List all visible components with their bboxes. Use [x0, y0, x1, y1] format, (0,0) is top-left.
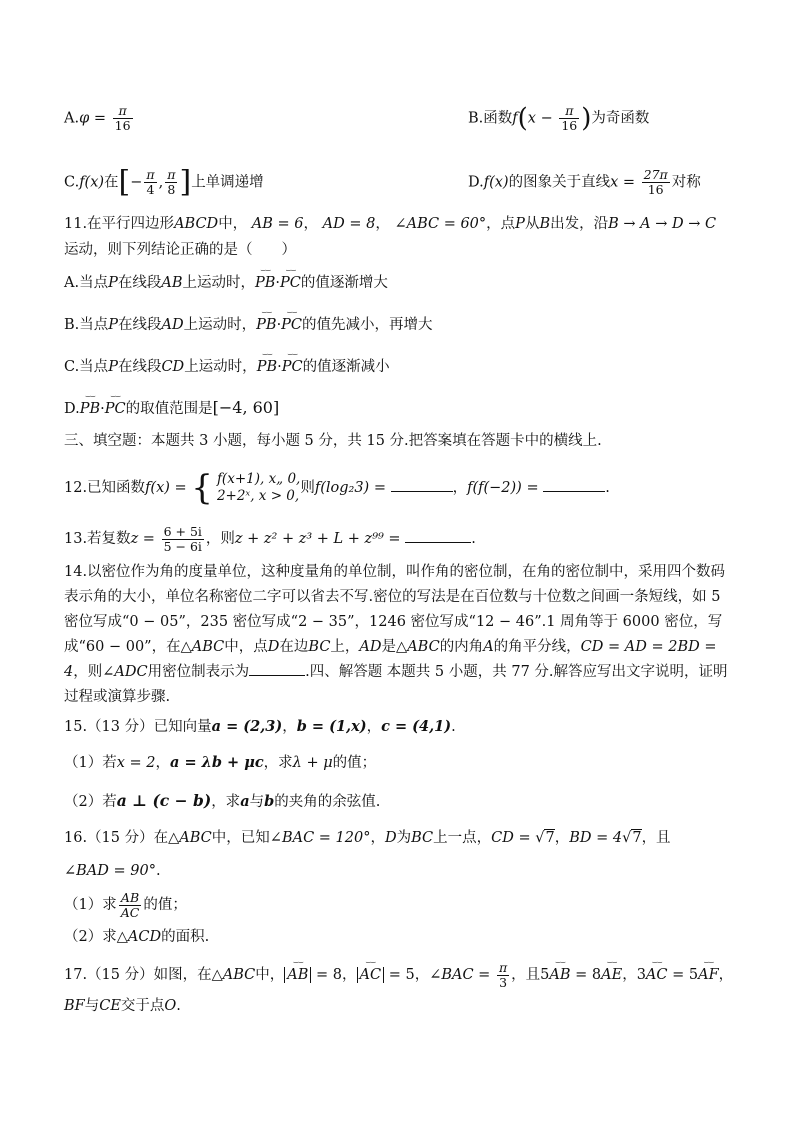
math-var: D — [267, 639, 280, 655]
math-var: CD — [161, 359, 185, 375]
q16-stem-line1: 16.（15 分）在△ABC中，已知∠BAC = 120°，D为BC上一点，CD = √7，BD = 4√7，且 — [64, 830, 671, 846]
piecewise — [213, 471, 300, 505]
fraction — [642, 168, 670, 197]
question-text: 中，点 — [224, 639, 268, 655]
question-text: 交于点 — [120, 998, 165, 1014]
q11-option-d — [64, 397, 279, 420]
vector-af: ⌣⌣ AF — [698, 960, 719, 990]
math-var: P — [108, 317, 119, 333]
q17-stem-line1 — [64, 960, 733, 990]
math-expr: f(x) = — [145, 480, 192, 496]
math-expr: CD = AD = 2BD = 4 — [64, 639, 717, 680]
math-expr: BAC = 120° — [281, 830, 371, 846]
fraction-num: π — [498, 959, 508, 975]
vector-pb: ⌣⌣ PB — [80, 398, 100, 420]
option-text: 为奇函数 — [591, 110, 650, 127]
paren: ) — [581, 103, 592, 134]
dot-operator: · — [275, 275, 281, 291]
math-expr: z = — [130, 531, 160, 547]
math-var: AB — [161, 275, 183, 291]
answer-blank[interactable] — [543, 477, 605, 492]
answer-blank[interactable] — [391, 477, 453, 492]
question-text: 15.（13 分）已知向量 — [64, 719, 212, 735]
option-text: 在线段 — [117, 359, 162, 375]
math-var: D — [384, 830, 397, 846]
abs-value — [357, 967, 385, 983]
q10-option-d — [468, 168, 701, 197]
fraction-num: 27π — [643, 167, 668, 182]
math-var: ABC — [179, 830, 212, 846]
option-label: D. — [64, 401, 80, 417]
vector-ab: ⌣⌣ AB — [287, 960, 308, 990]
option-text: 在 — [104, 174, 119, 191]
option-label: A. — [64, 110, 80, 127]
section-3-heading — [64, 430, 602, 452]
period: . — [471, 531, 476, 547]
fraction-num: AB — [120, 889, 140, 905]
option-label: D. — [468, 174, 484, 191]
fraction — [144, 168, 156, 197]
vector-pb: ⌣⌣ PB — [257, 356, 277, 378]
q16-part2 — [64, 926, 209, 948]
math-var: BF — [64, 998, 85, 1014]
phi-symbol: φ — [79, 110, 90, 127]
comma: ， — [366, 719, 382, 735]
fraction-den: 16 — [114, 118, 131, 133]
answer-blank[interactable] — [249, 661, 305, 676]
vector-ab: ⌣⌣ AB — [549, 960, 570, 990]
question-text: 16.（15 分）在△ — [64, 830, 180, 846]
vector-ac: ⌣⌣ AC — [646, 960, 668, 990]
question-text: ，且 — [511, 967, 541, 983]
question-text: 用密位制表示为 — [147, 664, 250, 680]
math-expr: x = 2 — [116, 755, 156, 771]
question-text: 的值； — [143, 897, 187, 913]
option-text: 上运动时， — [184, 359, 257, 375]
question-text: 运动，则下列结论正确的是（ ） — [64, 242, 296, 258]
question-text: 从 — [524, 216, 540, 232]
fraction-den: 16 — [561, 118, 578, 133]
question-text: 与 — [249, 794, 265, 810]
math-var: AD — [161, 317, 184, 333]
math-var: ABCD — [174, 216, 219, 232]
fraction — [165, 168, 177, 197]
question-text: 为 — [396, 830, 412, 846]
func-f: f — [512, 110, 518, 127]
dot-operator: · — [100, 401, 105, 417]
minus-sign: − — [535, 110, 558, 127]
q11-stem-line2 — [64, 239, 296, 261]
q17-stem-line2 — [64, 995, 181, 1017]
question-text: 的角平分线， — [493, 639, 581, 655]
question-text: ，则∠ — [73, 664, 115, 680]
option-label: C.当点 — [64, 359, 109, 375]
period: . — [155, 863, 161, 879]
option-text: 的值先减小，再增大 — [302, 317, 433, 333]
bracket: [ — [118, 164, 131, 200]
option-text: 的图象关于直线 — [508, 174, 611, 191]
math-var: P — [108, 275, 118, 291]
math-var: B — [539, 216, 551, 232]
vector-pb: ⌣⌣ PB — [256, 314, 276, 336]
math-var: BC — [308, 639, 331, 655]
math-var: O — [164, 998, 177, 1014]
question-text: 12.已知函数 — [64, 480, 146, 496]
bracket: ] — [179, 164, 192, 200]
math-expr: BD = 4 — [569, 830, 623, 846]
section-4-heading: .四、解答题 本题共 5 小题，共 77 分.解答应写出文字说明，证明过程或演算步骤. — [64, 664, 728, 705]
case-2: 2+2ˣ, x > 0, — [216, 488, 300, 504]
comma: ， — [414, 967, 430, 983]
period: . — [605, 480, 610, 496]
q16-stem-line2 — [64, 860, 161, 882]
math-expr: z + z² + z³ + L + z⁹⁹ = — [234, 531, 406, 547]
question-text: 中， — [255, 967, 285, 983]
question-text: ，点 — [486, 216, 516, 232]
math-var: ACD — [127, 929, 162, 945]
q11-option-b — [64, 314, 433, 336]
comma: ， — [155, 755, 171, 771]
math-var: A — [483, 639, 494, 655]
math-expr: a ⊥ (c − b) — [116, 791, 212, 810]
math-expr: = 5 — [384, 967, 415, 983]
q10-option-c — [64, 164, 264, 200]
fraction-num: 6 + 5i — [163, 523, 202, 539]
math-expr: ∠BAD = 90° — [64, 863, 156, 879]
equals-sign: = — [89, 110, 111, 127]
vector-c: c = (4,1) — [381, 718, 452, 735]
math-expr: AB = 6 — [251, 216, 304, 232]
question-text: ，且 — [641, 830, 671, 846]
option-text: 的值逐渐减小 — [302, 359, 390, 375]
fraction-den: 16 — [642, 182, 670, 197]
comma: ， — [370, 830, 385, 846]
math-expr: a = λb + μc — [170, 754, 264, 771]
dot-operator: · — [277, 359, 282, 375]
fraction-den: 3 — [497, 975, 509, 990]
math-expr: = 8 — [570, 967, 602, 983]
q11-stem-line1: 11.在平行四边形ABCD中， AB = 6， AD = 8， ∠ABC = 60°，点P从B出发，沿B → A → D → C — [64, 216, 717, 232]
question-text: 出发，沿 — [550, 216, 609, 232]
part-label: （1）若 — [64, 755, 117, 771]
question-text: ，则 — [205, 531, 235, 547]
question-text: 上一点， — [433, 830, 492, 846]
abs-value — [284, 967, 311, 983]
period: . — [176, 998, 181, 1014]
option-text: 的取值范围是 — [125, 401, 213, 417]
fraction-den: 8 — [165, 182, 177, 197]
question-text: 在边 — [279, 639, 309, 655]
case-1: f(x+1), x„ 0, — [216, 471, 301, 487]
option-label: C. — [64, 174, 80, 191]
fraction — [559, 104, 579, 133]
q15-part2 — [64, 790, 380, 813]
comma: ， — [342, 967, 357, 983]
vector-ac: ⌣⌣ AC — [360, 960, 382, 990]
option-text: 在线段 — [117, 275, 162, 291]
question-text: 的内角 — [439, 639, 484, 655]
coefficient: 3 — [636, 967, 646, 983]
math-expr: ∠BAC = — [429, 967, 495, 983]
comma: , — [158, 174, 164, 191]
math-expr: f(f(−2)) = — [467, 480, 544, 496]
question-text: 中，已知∠ — [211, 830, 282, 846]
question-text: 的面积. — [161, 929, 210, 945]
question-text: 是△ — [381, 639, 408, 655]
fraction-num: π — [565, 103, 574, 118]
brace: { — [191, 468, 213, 508]
q10-option-a — [64, 104, 135, 133]
part-label: （2）若 — [64, 794, 117, 810]
q15-stem — [64, 716, 456, 738]
vector-b: b = (1,x) — [296, 718, 367, 735]
sqrt-radicand: 7 — [632, 830, 642, 846]
comma: ， — [282, 719, 297, 735]
func-fx: f(x) — [79, 174, 105, 191]
paren: ( — [517, 103, 528, 134]
math-expr: = 5 — [667, 967, 699, 983]
math-expr: B → A → D → C — [608, 216, 717, 232]
q16-part1 — [64, 890, 187, 920]
section-title: 三、填空题：本题共 3 小题，每小题 5 分，共 15 分.把答案填在答题卡中的横线上. — [64, 433, 602, 449]
sqrt-radicand: 7 — [545, 830, 555, 846]
vector-pc: ⌣⌣ PC — [282, 356, 303, 378]
equation: x = — [610, 174, 640, 191]
option-label: B.函数 — [468, 110, 513, 127]
part-label: （2）求△ — [64, 929, 128, 945]
vector-ae: ⌣⌣ AE — [601, 960, 622, 990]
fraction — [162, 525, 204, 554]
q14 — [64, 560, 732, 710]
comma: ， — [452, 480, 468, 496]
fraction-num: π — [118, 103, 127, 118]
option-text: 上单调递增 — [191, 174, 264, 191]
math-expr: ∠ABC = 60° — [394, 216, 487, 232]
vector-pc: ⌣⌣ PC — [281, 314, 302, 336]
minus-sign: − — [130, 174, 143, 191]
math-var: ABC — [407, 639, 440, 655]
coefficient: 5 — [540, 967, 550, 983]
option-label: B.当点 — [64, 317, 109, 333]
vector-pc: ⌣⌣ PC — [280, 272, 301, 294]
math-expr: CD = — [491, 830, 536, 846]
vector-pc: ⌣⌣ PC — [105, 398, 126, 420]
var-x: x — [527, 110, 536, 127]
fraction-den: 5 − 6i — [163, 538, 202, 554]
comma: ， — [718, 967, 734, 983]
answer-blank[interactable] — [405, 528, 471, 543]
fraction — [113, 104, 133, 133]
q15-part1 — [64, 752, 376, 774]
math-var: CE — [99, 998, 121, 1014]
fraction-den: 4 — [144, 182, 156, 197]
question-text: ，求 — [211, 794, 241, 810]
question-text: 上， — [330, 639, 360, 655]
math-expr: f(log₂3) = — [314, 480, 391, 496]
q13 — [64, 524, 476, 554]
math-expr: = 8 — [311, 967, 343, 983]
q12 — [64, 470, 610, 506]
q11-option-c — [64, 356, 390, 378]
q11-option-a — [64, 272, 388, 294]
vector-pb: ⌣⌣ PB — [255, 272, 275, 294]
question-text: 17.（15 分）如图，在△ — [64, 967, 223, 983]
question-text: 中， — [218, 216, 248, 232]
math-var: AD — [359, 639, 382, 655]
math-var: P — [515, 216, 525, 232]
question-text: 的值； — [332, 755, 377, 771]
question-text: 的夹角的余弦值. — [274, 794, 381, 810]
math-var: ABC — [222, 967, 256, 983]
option-text: 上运动时， — [183, 317, 257, 333]
math-expr: λ + μ — [292, 755, 333, 771]
question-text: 14.以密位作为角的度量单位，这种度量角的单位制，叫作角的密位制，在角的密位制中，采用四个数码表示角的大小，单位名称密位二字可以省去不写.密位的写法是在百位数与十位数之间画一条短线，如 5 密位写成“0 − 05”，235 密位写成“2 − 35”，1246 密位写成“12 − 46”.1 周角等于 6000 密位，写成“60 − 00”，在△ — [64, 564, 726, 655]
question-text: 13.若复数 — [64, 531, 131, 547]
fraction-den: AC — [120, 904, 140, 920]
math-var: ABC — [191, 639, 225, 655]
comma: ， — [622, 967, 637, 983]
question-text: 11.在平行四边形 — [64, 216, 175, 232]
vector-b: b — [264, 793, 275, 810]
dot-operator: · — [276, 317, 282, 333]
vector-a: a = (2,3) — [211, 718, 283, 735]
option-text: 上运动时， — [182, 275, 255, 291]
question-text: 与 — [84, 998, 100, 1014]
option-label: A.当点 — [64, 275, 109, 291]
q10-option-b — [468, 104, 649, 133]
math-var: P — [108, 359, 118, 375]
fraction-num: π — [146, 167, 155, 182]
option-text: 在线段 — [118, 317, 162, 333]
func-fx: f(x) — [483, 174, 509, 191]
question-text: 则 — [300, 480, 315, 496]
math-var: BC — [411, 830, 434, 846]
part-label: （1）求 — [64, 897, 117, 913]
math-var: ADC — [114, 664, 148, 680]
fraction — [119, 891, 142, 920]
comma: ， — [554, 830, 570, 846]
option-text: 的值逐渐增大 — [300, 275, 388, 291]
vector-a: a — [240, 793, 250, 810]
fraction — [497, 961, 509, 990]
period: . — [451, 719, 456, 735]
option-text: 对称 — [671, 174, 701, 191]
math-expr: AD = 8 — [322, 216, 376, 232]
question-text: ，求 — [263, 755, 293, 771]
fraction-num: π — [167, 167, 176, 182]
range-value: [−4, 60] — [212, 398, 280, 417]
